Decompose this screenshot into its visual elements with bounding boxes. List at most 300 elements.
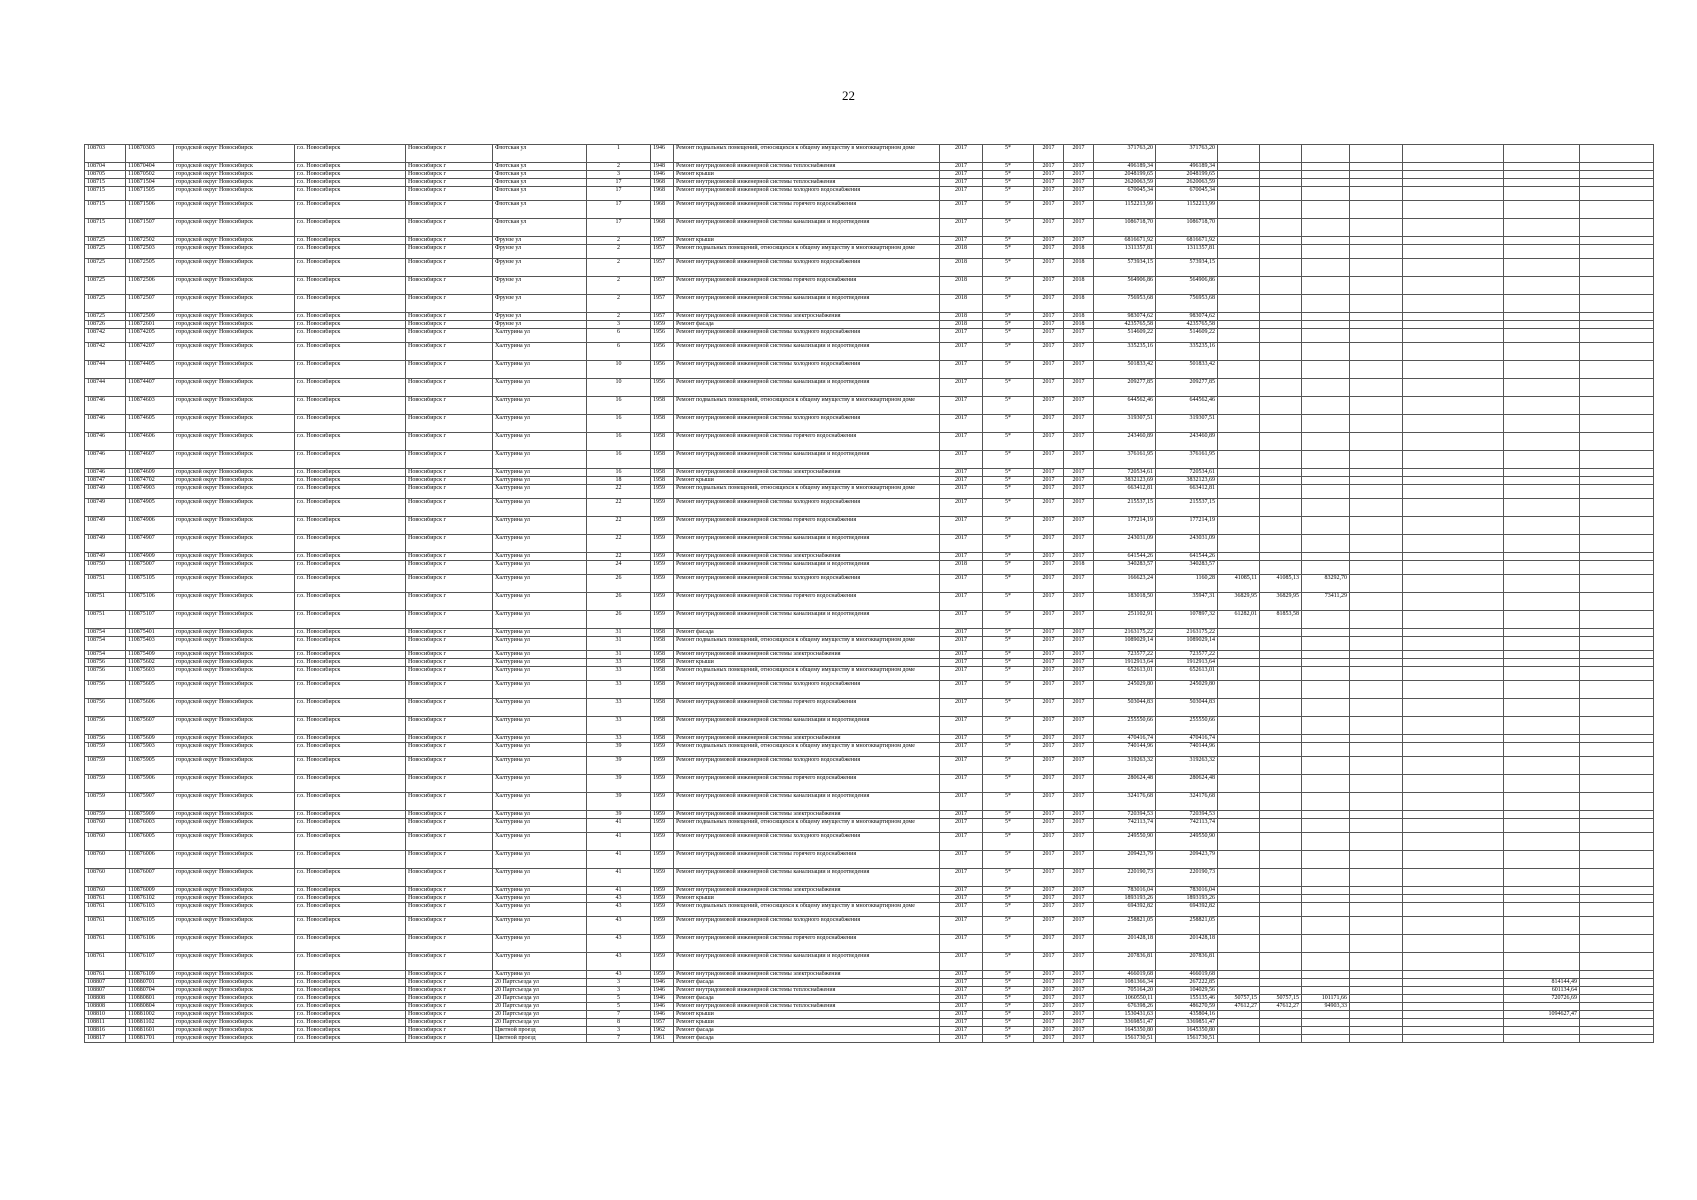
cell-end-year: 2017	[1064, 953, 1094, 971]
cell-total-cost: 319263,32	[1094, 757, 1156, 775]
cell-fund-1: 486270,59	[1156, 1003, 1218, 1011]
cell-fund-2	[1218, 361, 1260, 379]
cell-plan-year: 2018	[940, 245, 983, 259]
cell-build-year: 1959	[651, 593, 674, 611]
cell-build-year: 1958	[651, 477, 674, 485]
cell-municipality: городской округ Новосибирск	[174, 651, 295, 659]
cell-fund-5	[1350, 895, 1403, 903]
cell-plan-year: 2017	[940, 935, 983, 953]
cell-work-type: Ремонт внутридомовой инженерной системы теплоснабжения	[674, 987, 940, 995]
cell-house-id: 108761	[85, 895, 126, 903]
cell-settlement: Новосибирск г	[406, 935, 493, 953]
cell-plan-year: 2017	[940, 667, 983, 681]
cell-settlement: Новосибирск г	[406, 681, 493, 699]
cell-fund-4	[1302, 895, 1350, 903]
cell-settlement: Новосибирск г	[406, 575, 493, 593]
cell-end-year: 2017	[1064, 499, 1094, 517]
cell-house-id: 108715	[85, 187, 126, 201]
cell-work-code: 110876105	[126, 917, 174, 935]
cell-fund-1: 720394,53	[1156, 811, 1218, 819]
cell-house-id: 108817	[85, 1035, 126, 1043]
cell-fund-3	[1260, 145, 1302, 163]
cell-fund-1: 280624,48	[1156, 775, 1218, 793]
cell-municipality: городской округ Новосибирск	[174, 313, 295, 321]
cell-build-year: 1958	[651, 659, 674, 667]
cell-method: 5*	[983, 1011, 1034, 1019]
cell-plan-year: 2017	[940, 575, 983, 593]
cell-fund-3	[1260, 793, 1302, 811]
cell-end-year: 2017	[1064, 187, 1094, 201]
cell-municipality: городской округ Новосибирск	[174, 917, 295, 935]
cell-fund-7	[1504, 415, 1580, 433]
cell-municipality: городской округ Новосибирск	[174, 561, 295, 575]
cell-settlement: Новосибирск г	[406, 451, 493, 469]
table-row	[85, 277, 1654, 295]
cell-end-year: 2017	[1064, 793, 1094, 811]
cell-empty	[1580, 477, 1654, 485]
table-row	[85, 1011, 1654, 1019]
cell-end-year: 2017	[1064, 611, 1094, 629]
cell-plan-year: 2017	[940, 699, 983, 717]
cell-fund-6	[1403, 651, 1504, 659]
cell-fund-5	[1350, 953, 1403, 971]
cell-fund-5	[1350, 593, 1403, 611]
cell-fund-6	[1403, 851, 1504, 869]
cell-work-code: 110872509	[126, 313, 174, 321]
cell-plan-year: 2017	[940, 201, 983, 219]
cell-house-number: 2	[587, 163, 651, 171]
table-row	[85, 553, 1654, 561]
cell-build-year: 1958	[651, 397, 674, 415]
cell-end-year: 2017	[1064, 1035, 1094, 1043]
table-row	[85, 517, 1654, 535]
cell-end-year: 2017	[1064, 163, 1094, 171]
cell-method: 5*	[983, 145, 1034, 163]
cell-build-year: 1959	[651, 851, 674, 869]
cell-fund-5	[1350, 775, 1403, 793]
cell-street: 20 Партсъезда ул	[493, 1003, 587, 1011]
cell-fund-1: 1089029,14	[1156, 637, 1218, 651]
cell-city-district: г.о. Новосибирск	[295, 277, 406, 295]
cell-fund-1: 6816671,92	[1156, 237, 1218, 245]
cell-fund-3: 41085,13	[1260, 575, 1302, 593]
cell-house-id: 108749	[85, 535, 126, 553]
cell-fund-1: 335235,16	[1156, 343, 1218, 361]
cell-fund-6	[1403, 593, 1504, 611]
cell-end-year: 2017	[1064, 895, 1094, 903]
cell-fund-4	[1302, 611, 1350, 629]
cell-build-year: 1956	[651, 343, 674, 361]
cell-fund-6	[1403, 517, 1504, 535]
cell-house-id: 108725	[85, 277, 126, 295]
cell-fund-1: 663412,81	[1156, 485, 1218, 499]
cell-total-cost: 1152213,99	[1094, 201, 1156, 219]
cell-work-type: Ремонт внутридомовой инженерной системы холодного водоснабжения	[674, 259, 940, 277]
cell-empty	[1580, 237, 1654, 245]
cell-settlement: Новосибирск г	[406, 611, 493, 629]
cell-end-year: 2017	[1064, 833, 1094, 851]
cell-house-id: 108744	[85, 379, 126, 397]
cell-house-id: 108807	[85, 979, 126, 987]
cell-start-year: 2017	[1034, 1035, 1064, 1043]
cell-empty	[1580, 219, 1654, 237]
cell-total-cost: 470416,74	[1094, 735, 1156, 743]
cell-plan-year: 2017	[940, 219, 983, 237]
cell-plan-year: 2017	[940, 1011, 983, 1019]
cell-work-code: 110880804	[126, 1003, 174, 1011]
cell-fund-2	[1218, 553, 1260, 561]
cell-plan-year: 2017	[940, 811, 983, 819]
cell-municipality: городской округ Новосибирск	[174, 517, 295, 535]
cell-start-year: 2017	[1034, 1027, 1064, 1035]
cell-fund-7	[1504, 219, 1580, 237]
cell-build-year: 1959	[651, 971, 674, 979]
cell-empty	[1580, 1011, 1654, 1019]
cell-empty	[1580, 1027, 1654, 1035]
cell-end-year: 2017	[1064, 995, 1094, 1003]
cell-plan-year: 2017	[940, 987, 983, 995]
cell-build-year: 1956	[651, 379, 674, 397]
cell-start-year: 2017	[1034, 477, 1064, 485]
cell-house-id: 108746	[85, 451, 126, 469]
cell-work-code: 110871506	[126, 201, 174, 219]
cell-method: 5*	[983, 259, 1034, 277]
cell-work-type: Ремонт внутридомовой инженерной системы горячего водоснабжения	[674, 699, 940, 717]
cell-house-id: 108761	[85, 935, 126, 953]
cell-method: 5*	[983, 1003, 1034, 1011]
cell-fund-7	[1504, 971, 1580, 979]
cell-fund-4	[1302, 517, 1350, 535]
cell-plan-year: 2017	[940, 681, 983, 699]
cell-house-number: 43	[587, 953, 651, 971]
cell-work-code: 110871505	[126, 187, 174, 201]
cell-start-year: 2017	[1034, 179, 1064, 187]
cell-settlement: Новосибирск г	[406, 163, 493, 171]
cell-fund-2	[1218, 757, 1260, 775]
cell-end-year: 2017	[1064, 979, 1094, 987]
cell-street: Халтурина ул	[493, 903, 587, 917]
cell-start-year: 2017	[1034, 187, 1064, 201]
cell-house-id: 108747	[85, 477, 126, 485]
cell-plan-year: 2017	[940, 1019, 983, 1027]
cell-empty	[1580, 553, 1654, 561]
cell-fund-6	[1403, 379, 1504, 397]
table-row	[85, 699, 1654, 717]
cell-street: Халтурина ул	[493, 611, 587, 629]
cell-method: 5*	[983, 313, 1034, 321]
cell-fund-4	[1302, 1019, 1350, 1027]
cell-end-year: 2017	[1064, 575, 1094, 593]
cell-empty	[1580, 869, 1654, 887]
cell-fund-3	[1260, 971, 1302, 979]
cell-total-cost: 1060550,11	[1094, 995, 1156, 1003]
cell-fund-7	[1504, 819, 1580, 833]
cell-method: 5*	[983, 295, 1034, 313]
cell-municipality: городской округ Новосибирск	[174, 757, 295, 775]
cell-settlement: Новосибирск г	[406, 667, 493, 681]
cell-city-district: г.о. Новосибирск	[295, 575, 406, 593]
cell-house-id: 108756	[85, 681, 126, 699]
cell-work-code: 110872505	[126, 259, 174, 277]
cell-fund-6	[1403, 163, 1504, 171]
cell-plan-year: 2017	[940, 379, 983, 397]
cell-method: 5*	[983, 397, 1034, 415]
cell-plan-year: 2017	[940, 469, 983, 477]
cell-fund-5	[1350, 851, 1403, 869]
cell-build-year: 1962	[651, 1027, 674, 1035]
cell-house-number: 39	[587, 743, 651, 757]
cell-build-year: 1958	[651, 629, 674, 637]
cell-fund-7	[1504, 811, 1580, 819]
cell-fund-6	[1403, 201, 1504, 219]
cell-municipality: городской округ Новосибирск	[174, 1035, 295, 1043]
cell-plan-year: 2017	[940, 917, 983, 935]
cell-fund-7	[1504, 699, 1580, 717]
table-row	[85, 187, 1654, 201]
cell-fund-2	[1218, 561, 1260, 575]
cell-fund-6	[1403, 1003, 1504, 1011]
cell-work-code: 110875106	[126, 593, 174, 611]
cell-end-year: 2017	[1064, 887, 1094, 895]
cell-start-year: 2017	[1034, 793, 1064, 811]
cell-method: 5*	[983, 611, 1034, 629]
cell-municipality: городской округ Новосибирск	[174, 629, 295, 637]
cell-build-year: 1957	[651, 237, 674, 245]
cell-city-district: г.о. Новосибирск	[295, 219, 406, 237]
cell-fund-4	[1302, 277, 1350, 295]
cell-total-cost: 644562,46	[1094, 397, 1156, 415]
cell-fund-5	[1350, 1019, 1403, 1027]
cell-street: Фрунзе ул	[493, 321, 587, 329]
cell-fund-6	[1403, 699, 1504, 717]
cell-house-id: 108760	[85, 869, 126, 887]
cell-fund-3	[1260, 219, 1302, 237]
cell-build-year: 1959	[651, 953, 674, 971]
cell-fund-1: 35947,31	[1156, 593, 1218, 611]
cell-house-number: 7	[587, 1035, 651, 1043]
cell-fund-4	[1302, 659, 1350, 667]
cell-fund-1: 641544,26	[1156, 553, 1218, 561]
cell-house-id: 108760	[85, 833, 126, 851]
table-row	[85, 499, 1654, 517]
cell-end-year: 2017	[1064, 415, 1094, 433]
cell-build-year: 1959	[651, 499, 674, 517]
cell-fund-6	[1403, 469, 1504, 477]
cell-work-type: Ремонт подвальных помещений, относящихся к общему имуществу в многоквартирном доме	[674, 903, 940, 917]
cell-end-year: 2017	[1064, 329, 1094, 343]
cell-work-type: Ремонт фасада	[674, 979, 940, 987]
cell-work-code: 110876005	[126, 833, 174, 851]
cell-fund-6	[1403, 171, 1504, 179]
cell-street: Халтурина ул	[493, 819, 587, 833]
cell-city-district: г.о. Новосибирск	[295, 329, 406, 343]
cell-work-type: Ремонт внутридомовой инженерной системы горячего водоснабжения	[674, 593, 940, 611]
cell-work-type: Ремонт внутридомовой инженерной системы холодного водоснабжения	[674, 415, 940, 433]
cell-method: 5*	[983, 469, 1034, 477]
cell-settlement: Новосибирск г	[406, 987, 493, 995]
cell-city-district: г.о. Новосибирск	[295, 793, 406, 811]
cell-work-code: 110874205	[126, 329, 174, 343]
cell-house-number: 22	[587, 499, 651, 517]
cell-work-code: 110876102	[126, 895, 174, 903]
cell-fund-7	[1504, 667, 1580, 681]
cell-end-year: 2017	[1064, 517, 1094, 535]
cell-total-cost: 215537,15	[1094, 499, 1156, 517]
cell-house-number: 7	[587, 1011, 651, 1019]
cell-house-number: 2	[587, 237, 651, 245]
cell-city-district: г.о. Новосибирск	[295, 179, 406, 187]
cell-fund-4	[1302, 819, 1350, 833]
cell-street: Халтурина ул	[493, 397, 587, 415]
cell-work-type: Ремонт фасада	[674, 321, 940, 329]
cell-settlement: Новосибирск г	[406, 979, 493, 987]
cell-street: 20 Партсъезда ул	[493, 979, 587, 987]
cell-fund-3	[1260, 979, 1302, 987]
cell-fund-5	[1350, 637, 1403, 651]
cell-fund-2	[1218, 1027, 1260, 1035]
cell-method: 5*	[983, 415, 1034, 433]
cell-plan-year: 2017	[940, 757, 983, 775]
cell-fund-6	[1403, 637, 1504, 651]
cell-total-cost: 2620063,59	[1094, 179, 1156, 187]
cell-total-cost: 1311357,81	[1094, 245, 1156, 259]
cell-fund-4	[1302, 433, 1350, 451]
cell-house-id: 108808	[85, 995, 126, 1003]
cell-fund-1: 1893193,26	[1156, 895, 1218, 903]
cell-work-type: Ремонт внутридомовой инженерной системы холодного водоснабжения	[674, 681, 940, 699]
cell-fund-7	[1504, 851, 1580, 869]
cell-municipality: городской округ Новосибирск	[174, 611, 295, 629]
cell-work-type: Ремонт внутридомовой инженерной системы горячего водоснабжения	[674, 935, 940, 953]
cell-fund-3	[1260, 313, 1302, 321]
cell-total-cost: 1530431,63	[1094, 1011, 1156, 1019]
cell-fund-5	[1350, 201, 1403, 219]
cell-total-cost: 2048199,65	[1094, 171, 1156, 179]
cell-end-year: 2017	[1064, 917, 1094, 935]
cell-fund-2	[1218, 397, 1260, 415]
cell-fund-7: 601134,64	[1504, 987, 1580, 995]
table-row	[85, 379, 1654, 397]
cell-work-code: 110871507	[126, 219, 174, 237]
cell-street: Фрунзе ул	[493, 295, 587, 313]
cell-plan-year: 2018	[940, 259, 983, 277]
cell-settlement: Новосибирск г	[406, 379, 493, 397]
cell-fund-4	[1302, 953, 1350, 971]
cell-end-year: 2017	[1064, 201, 1094, 219]
cell-fund-5	[1350, 979, 1403, 987]
table-row	[85, 171, 1654, 179]
cell-method: 5*	[983, 179, 1034, 187]
cell-street: 20 Партсъезда ул	[493, 995, 587, 1003]
cell-empty	[1580, 917, 1654, 935]
cell-work-type: Ремонт внутридомовой инженерной системы канализации и водоотведения	[674, 611, 940, 629]
cell-total-cost: 641544,26	[1094, 553, 1156, 561]
cell-plan-year: 2017	[940, 793, 983, 811]
cell-fund-1: 376161,95	[1156, 451, 1218, 469]
cell-municipality: городской округ Новосибирск	[174, 811, 295, 819]
cell-work-type: Ремонт внутридомовой инженерной системы канализации и водоотведения	[674, 379, 940, 397]
cell-fund-2	[1218, 793, 1260, 811]
cell-street: Халтурина ул	[493, 629, 587, 637]
cell-fund-5	[1350, 329, 1403, 343]
cell-fund-1: 319263,32	[1156, 757, 1218, 775]
cell-start-year: 2017	[1034, 637, 1064, 651]
table-row	[85, 743, 1654, 757]
cell-work-type: Ремонт внутридомовой инженерной системы электроснабжения	[674, 971, 940, 979]
cell-fund-3: 47612,27	[1260, 1003, 1302, 1011]
cell-house-id: 108725	[85, 295, 126, 313]
cell-house-number: 17	[587, 179, 651, 187]
table-row	[85, 851, 1654, 869]
cell-settlement: Новосибирск г	[406, 517, 493, 535]
cell-work-code: 110881002	[126, 1011, 174, 1019]
cell-start-year: 2017	[1034, 735, 1064, 743]
cell-fund-6	[1403, 179, 1504, 187]
cell-build-year: 1946	[651, 171, 674, 179]
cell-work-type: Ремонт внутридомовой инженерной системы электроснабжения	[674, 469, 940, 477]
cell-work-type: Ремонт внутридомовой инженерной системы холодного водоснабжения	[674, 575, 940, 593]
cell-city-district: г.о. Новосибирск	[295, 775, 406, 793]
cell-build-year: 1958	[651, 699, 674, 717]
cell-house-id: 108725	[85, 259, 126, 277]
cell-start-year: 2017	[1034, 485, 1064, 499]
cell-fund-4	[1302, 775, 1350, 793]
cell-end-year: 2017	[1064, 1027, 1094, 1035]
cell-empty	[1580, 995, 1654, 1003]
cell-fund-4	[1302, 485, 1350, 499]
cell-method: 5*	[983, 201, 1034, 219]
cell-fund-3	[1260, 819, 1302, 833]
cell-method: 5*	[983, 1035, 1034, 1043]
cell-method: 5*	[983, 1027, 1034, 1035]
cell-start-year: 2017	[1034, 629, 1064, 637]
cell-house-id: 108756	[85, 699, 126, 717]
cell-build-year: 1959	[651, 517, 674, 535]
table-row	[85, 485, 1654, 499]
cell-fund-7: 720726,69	[1504, 995, 1580, 1003]
cell-total-cost: 720534,61	[1094, 469, 1156, 477]
cell-fund-4	[1302, 987, 1350, 995]
cell-empty	[1580, 415, 1654, 433]
cell-city-district: г.о. Новосибирск	[295, 903, 406, 917]
cell-fund-5	[1350, 651, 1403, 659]
cell-fund-6	[1403, 277, 1504, 295]
cell-municipality: городской округ Новосибирск	[174, 735, 295, 743]
cell-fund-4: 94903,33	[1302, 1003, 1350, 1011]
cell-fund-1: 470416,74	[1156, 735, 1218, 743]
cell-build-year: 1958	[651, 637, 674, 651]
cell-house-id: 108751	[85, 575, 126, 593]
cell-fund-6	[1403, 145, 1504, 163]
cell-start-year: 2017	[1034, 517, 1064, 535]
cell-work-type: Ремонт внутридомовой инженерной системы канализации и водоотведения	[674, 953, 940, 971]
cell-start-year: 2017	[1034, 987, 1064, 995]
cell-work-type: Ремонт внутридомовой инженерной системы холодного водоснабжения	[674, 329, 940, 343]
cell-municipality: городской округ Новосибирск	[174, 887, 295, 895]
cell-fund-4	[1302, 1011, 1350, 1019]
cell-fund-5	[1350, 433, 1403, 451]
cell-house-number: 10	[587, 361, 651, 379]
cell-method: 5*	[983, 561, 1034, 575]
cell-settlement: Новосибирск г	[406, 851, 493, 869]
cell-method: 5*	[983, 187, 1034, 201]
cell-fund-6	[1403, 313, 1504, 321]
cell-house-number: 43	[587, 917, 651, 935]
cell-fund-5	[1350, 187, 1403, 201]
cell-work-type: Ремонт внутридомовой инженерной системы канализации и водоотведения	[674, 535, 940, 553]
cell-fund-2	[1218, 245, 1260, 259]
cell-total-cost: 209423,79	[1094, 851, 1156, 869]
